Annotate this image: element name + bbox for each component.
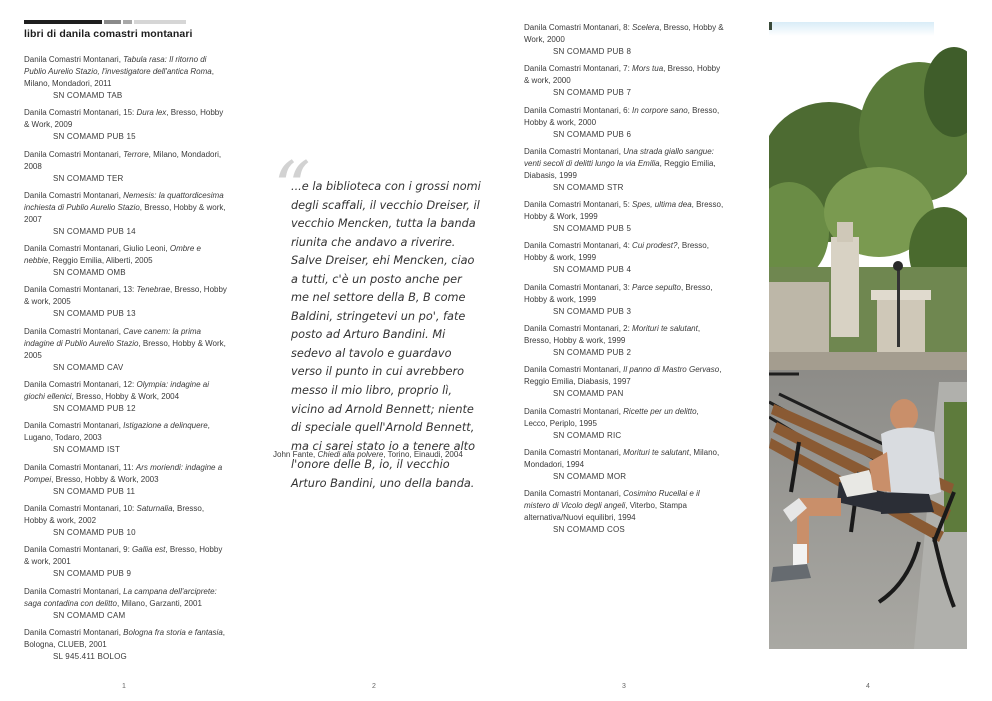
entry-shelf-code: SN COMAMD TAB [53, 91, 123, 100]
entry-author: Danila Comastri Montanari, [24, 326, 124, 336]
entry-publisher: , Bresso, Hobby & work, 1999 [524, 241, 709, 263]
entry-publisher: , Bresso, Hobby & work, 2007 [24, 202, 226, 224]
entry-shelf-code: SN COMAMD PUB 14 [53, 226, 136, 236]
entry-publisher: , Milano, Mondadori, 2008 [24, 149, 222, 171]
bibliography-entry [524, 364, 724, 400]
pull-quote: ...e la biblioteca con i grossi nomi degli scaffali, il vecchio Dreiser, il vecchio Mencken, tutta la banda riunita che andavo a riverire. Salve Dreiser, ehi Mencken, ciao a tutti, c'è un posto anche per me nel settore della B, B come Baldini, stringetevi un po', fate posto ad Arturo Bandini. Mi sedevo al tavolo e guardavo verso il punto in cui avrebbero messo il mio libro, proprio lì, vicino ad Arnold Bennett; niente di speciale quell'Arnold Bennett, ma ci sarei stato io a tenere alto l'onore delle B, io, il vecchio Arturo Bandini, uno della banda. [291, 180, 481, 490]
entry-publisher: , Bresso, Hobby & work, 1999 [524, 324, 701, 346]
entry-title: Ars moriendi: indagine a Pompei [24, 462, 223, 484]
entry-shelf-code: SN COMAMD RIC [553, 430, 622, 440]
entry-author: Danila Comastri Montanari, 8: [524, 23, 633, 32]
entry-publisher: , Bresso, Hobby & work, 2005 [24, 285, 227, 307]
entry-publisher: , Reggio Emilia, Diabasis, 1997 [524, 365, 722, 387]
bibliography-entry [524, 63, 724, 99]
entry-citation [524, 22, 724, 46]
entry-author: Danila Comastri Montanari, 10: [24, 503, 137, 513]
entry-author: Danila Comastri Montanari, Giulio Leoni, [24, 244, 170, 254]
entry-citation [24, 243, 229, 267]
entry-author: Danila Comastri Montanari, [24, 627, 124, 637]
entry-citation [24, 462, 229, 486]
entry-title: Bologna fra storia e fantasia [123, 627, 223, 637]
quote-source [273, 449, 483, 461]
entry-citation [24, 107, 229, 131]
bibliography-column-right [524, 22, 724, 542]
bibliography-entry [24, 420, 229, 456]
entry-author: Danila Comastri Montanari, 5: [524, 200, 633, 210]
entry-shelf-code: SN COMAMD CAV [53, 362, 124, 372]
quote-source-title: Chiedi alla polvere [317, 450, 384, 459]
entry-citation [24, 326, 229, 362]
entry-citation [24, 627, 229, 651]
entry-title: Cui prodest? [632, 241, 678, 251]
header-bar-segment-dark-grey [104, 20, 121, 24]
entry-publisher: , Milano, Mondadori, 2011 [24, 67, 214, 88]
entry-shelf-code: SN COMAMD PUB 13 [53, 309, 136, 319]
entry-shelf-code: SN COMAMD PUB 15 [53, 132, 136, 142]
quotation-mark-icon: “ [273, 146, 311, 232]
quote-source-author: John Fante, [273, 450, 318, 459]
entry-citation [524, 199, 724, 223]
entry-publisher: , Bresso, Hobby & work, 2000 [524, 105, 720, 127]
entry-author: Danila Comastri Montanari, 2: [524, 324, 633, 334]
entry-citation [24, 149, 229, 173]
bibliography-entry [524, 22, 724, 58]
entry-shelf-code: SN COMAMD PUB 6 [553, 129, 632, 139]
entry-publisher: , Lugano, Todaro, 2003 [24, 421, 210, 443]
entry-citation [524, 447, 724, 471]
entry-publisher: , Viterbo, Stampa alternativa/Nuovi equilibri, 1994 [524, 501, 687, 523]
entry-shelf-code: SN COMAMD TER [53, 173, 124, 183]
entry-publisher: , Milano, Mondadori, 1994 [524, 447, 720, 469]
bibliography-entry [24, 54, 229, 102]
entry-shelf-code: SN COMAMD PUB 12 [53, 404, 136, 414]
entry-shelf-code: SN COMAMD PAN [553, 389, 624, 399]
header-bar-segment-grey [123, 20, 132, 24]
bibliography-entry [24, 149, 229, 185]
bibliography-entry [524, 105, 724, 141]
entry-title: Morituri te salutant [632, 324, 698, 334]
entry-shelf-code: SN COMAMD COS [553, 525, 625, 535]
entry-author: Danila Comastri Montanari, 3: [524, 282, 633, 292]
bibliography-entry [524, 146, 724, 194]
entry-shelf-code: SN COMAMD PUB 10 [53, 527, 136, 537]
entry-author: Danila Comastri Montanari, 6: [524, 105, 633, 115]
bibliography-entry [524, 323, 724, 359]
entry-publisher: , Lecco, Periplo, 1995 [524, 406, 699, 428]
entry-author: Danila Comastri Montanari, [524, 406, 624, 416]
entry-author: Danila Comastri Montanari, 7: [524, 64, 633, 74]
bibliography-entry [24, 284, 229, 320]
entry-title: Dura lex [136, 108, 167, 118]
bibliography-entry [24, 326, 229, 374]
entry-citation [24, 54, 229, 90]
bibliography-entry [24, 586, 229, 622]
entry-publisher: , Bresso, Hobby & Work, 2000 [524, 23, 724, 44]
entry-author: Danila Comastri Montanari, 13: [24, 285, 137, 295]
entry-title: Una strada giallo sangue: venti secoli di delitti lungo la via Emilia [524, 146, 714, 168]
entry-title: Mors tua [632, 64, 664, 74]
bibliography-entry [24, 379, 229, 415]
entry-title: Olympia: indagine ai giochi ellenici [24, 380, 209, 402]
entry-shelf-code: SN COMAMD PUB 8 [553, 47, 632, 56]
entry-author: Danila Comastri Montanari, [524, 447, 624, 457]
entry-author: Danila Comastri Montanari, [24, 149, 124, 159]
entry-shelf-code: SN COMAMD MOR [553, 471, 627, 481]
header-bar-segment-light-grey [134, 20, 186, 24]
entry-publisher: , Bresso, Hobby & work, 2000 [524, 64, 721, 86]
entry-citation [524, 488, 724, 524]
bibliography-entry [524, 406, 724, 442]
entry-citation [524, 282, 724, 306]
page-number-2: 2 [372, 683, 376, 690]
entry-title: Spes, ultima dea [632, 200, 692, 210]
entry-author: Danila Comastri Montanari, 11: [24, 462, 136, 472]
entry-publisher: , Bresso, Hobby & Work, 2009 [24, 108, 224, 130]
bibliography-entry [24, 243, 229, 279]
entry-title: Istigazione a delinquere [123, 421, 208, 431]
entry-citation [24, 586, 229, 610]
page-number-3: 3 [622, 683, 626, 690]
entry-shelf-code: SN COMAMD CAM [53, 610, 126, 620]
entry-author: Danila Comastri Montanari, 12: [24, 380, 137, 390]
entry-publisher: , Bresso, Hobby & work, 1999 [524, 282, 713, 304]
bibliography-entry [24, 107, 229, 143]
entry-citation [524, 240, 724, 264]
entry-title: In corpore sano [632, 105, 688, 115]
bibliography-entry [24, 462, 229, 498]
entry-shelf-code: SN COMAMD PUB 9 [53, 569, 132, 579]
entry-title: Parce sepulto [632, 282, 681, 292]
entry-author: Danila Comastri Montanari, [24, 190, 124, 200]
entry-publisher: , Bresso, Hobby & Work, 1999 [524, 200, 724, 222]
entry-citation [24, 420, 229, 444]
entry-citation [524, 63, 724, 87]
bibliography-column-left [24, 54, 229, 668]
entry-shelf-code: SN COMAMD PUB 5 [553, 224, 632, 234]
quote-source-publisher: , Torino, Einaudi, 2004 [383, 450, 463, 459]
entry-author: Danila Comastri Montanari, [524, 489, 624, 499]
page-number-1: 1 [122, 683, 126, 690]
entry-citation [524, 364, 724, 388]
entry-author: Danila Comastri Montanari, [524, 365, 624, 375]
entry-title: Gallia est [132, 545, 166, 555]
entry-author: Danila Comastri Montanari, 15: [24, 108, 137, 118]
entry-title: Il panno di Mastro Gervaso [623, 365, 720, 375]
entry-shelf-code: SN COMAMD PUB 2 [553, 348, 632, 358]
entry-author: Danila Comastri Montanari, 9: [24, 545, 133, 555]
entry-shelf-code: SN COMAMD IST [53, 445, 121, 455]
bibliography-entry [24, 190, 229, 238]
entry-publisher: , Bresso, Hobby & work, 2002 [24, 503, 205, 525]
entry-title: Nemesis: la quattordicesima inchiesta di Publio Aurelio Stazio [24, 190, 224, 212]
entry-title: Ricette per un delitto [623, 406, 697, 416]
bibliography-entry [524, 488, 724, 536]
entry-shelf-code: SN COMAMD OMB [53, 268, 126, 278]
entry-shelf-code: SN COMAMD PUB 11 [53, 486, 136, 496]
bibliography-entry [524, 240, 724, 276]
entry-publisher: , Bresso, Hobby & Work, 2003 [51, 474, 159, 484]
section-title: libri di danila comastri montanari [24, 28, 193, 40]
bibliography-entry [524, 199, 724, 235]
entry-author: Danila Comastri Montanari, 4: [524, 241, 633, 251]
entry-title: Tenebrae [136, 285, 171, 295]
entry-author: Danila Comastri Montanari, [24, 421, 124, 431]
entry-citation [524, 406, 724, 430]
bibliography-entry [24, 544, 229, 580]
page-number-4: 4 [866, 683, 870, 690]
entry-title: Scelera [632, 23, 660, 32]
entry-publisher: , Reggio Emilia, Aliberti, 2005 [48, 256, 153, 266]
entry-publisher: , Milano, Garzanti, 2001 [116, 598, 202, 608]
entry-title: Saturnalia [136, 503, 173, 513]
entry-publisher: , Bresso, Hobby & Work, 2005 [24, 338, 226, 360]
entry-citation [524, 323, 724, 347]
bibliography-entry [524, 282, 724, 318]
entry-publisher: , Reggio Emilia, Diabasis, 1999 [524, 158, 716, 180]
bibliography-entry [24, 627, 229, 663]
entry-publisher: , Bresso, Hobby & Work, 2004 [71, 392, 180, 402]
entry-citation [24, 544, 229, 568]
entry-citation [524, 105, 724, 129]
entry-title: Ombre e nebbie [24, 244, 201, 266]
entry-title: Cave canem: la prima indagine di Publio Aurelio Stazio [24, 326, 201, 348]
entry-shelf-code: SN COMAMD PUB 4 [553, 265, 632, 275]
park-bench-reader-photo [769, 22, 967, 649]
entry-shelf-code: SL 945.411 BOLOG [53, 651, 127, 661]
entry-publisher: , Bologna, CLUEB, 2001 [24, 627, 226, 649]
entry-author: Danila Comastri Montanari, [24, 55, 124, 64]
entry-title: Terrore [123, 149, 149, 159]
entry-author: Danila Comastri Montanari, [524, 146, 624, 156]
header-bar-segment-black [24, 20, 102, 24]
entry-citation [24, 190, 229, 226]
entry-title: Cosimino Rucellai e il mistero di Vicolo degli angeli [524, 489, 700, 511]
entry-shelf-code: SN COMAMD PUB 7 [553, 88, 632, 98]
entry-author: Danila Comastri Montanari, [24, 586, 124, 596]
entry-citation [524, 146, 724, 182]
entry-publisher: , Bresso, Hobby & work, 2001 [24, 545, 223, 567]
entry-citation [24, 503, 229, 527]
entry-title: Morituri te salutant [623, 447, 689, 457]
bibliography-entry [524, 447, 724, 483]
entry-shelf-code: SN COMAMD STR [553, 182, 624, 192]
bibliography-entry [24, 503, 229, 539]
entry-shelf-code: SN COMAMD PUB 3 [553, 306, 632, 316]
entry-citation [24, 284, 229, 308]
entry-title: Tabula rasa: Il ritorno di Publio Aurelio Stazio, l'investigatore dell'antica Roma [24, 55, 212, 76]
entry-title: La campana dell'arciprete: saga contadina con delitto [24, 586, 217, 608]
entry-citation [24, 379, 229, 403]
header-color-bar [24, 20, 186, 24]
